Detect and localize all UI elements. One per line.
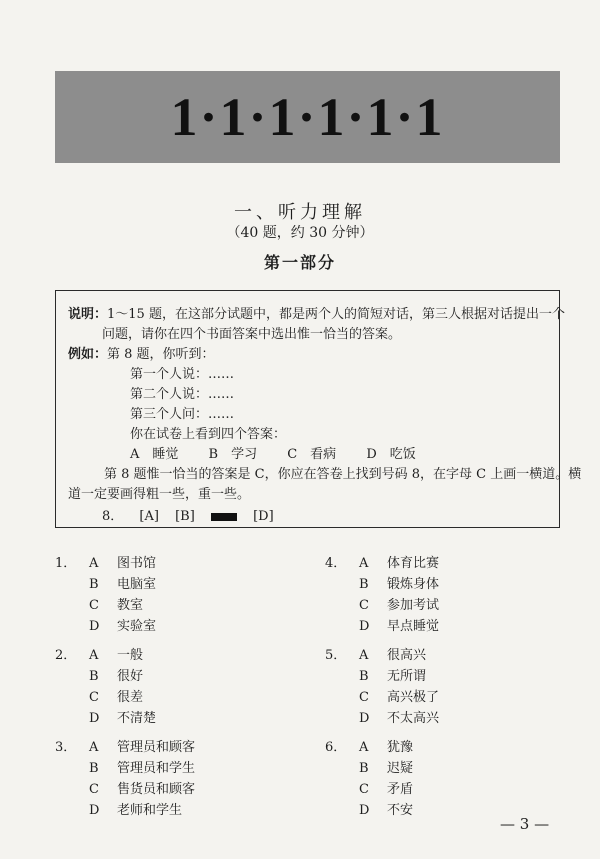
option-text: 无所谓	[387, 669, 427, 684]
option-text: 管理员和顾客	[117, 740, 196, 755]
question-option	[325, 666, 439, 687]
question-option	[325, 616, 439, 637]
speaker-2-line: 第二个人说：……	[130, 387, 235, 402]
answer-text-2: 道一定要画得粗一些，重一些。	[68, 487, 251, 502]
option-letter: A	[359, 556, 369, 571]
mark-number: 8．	[102, 509, 124, 524]
option-text: 矛盾	[387, 782, 414, 797]
option-letter: B	[89, 669, 99, 684]
option-letter: B	[359, 669, 369, 684]
see-four-answers: 你在试卷上看到四个答案：	[130, 427, 287, 442]
option-letter: D	[359, 803, 370, 818]
question-number: 3．	[55, 740, 77, 755]
question-5	[325, 645, 439, 729]
option-text: 早点睡觉	[387, 619, 440, 634]
option-text: 迟疑	[387, 761, 414, 776]
option-letter: C	[359, 782, 369, 797]
example-option-d: D 吃饭	[366, 447, 416, 462]
mark-a: [A]	[139, 509, 159, 524]
question-2	[55, 645, 156, 729]
option-text: 实验室	[117, 619, 157, 634]
question-option	[55, 616, 156, 637]
question-option	[325, 708, 439, 729]
question-1	[55, 553, 156, 637]
option-letter: A	[359, 740, 369, 755]
option-text: 图书馆	[117, 556, 157, 571]
mark-c-filled	[211, 513, 237, 521]
question-option	[55, 779, 195, 800]
page-number: — 3 —	[500, 815, 550, 833]
section-title: 一、听力理解	[234, 202, 366, 223]
explain-label: 说明：	[68, 307, 108, 322]
option-letter: C	[359, 690, 369, 705]
example-options	[68, 445, 549, 465]
question-option	[55, 595, 156, 616]
question-option	[325, 574, 439, 595]
part-title: 第一部分	[263, 253, 336, 272]
question-option	[325, 800, 413, 821]
example-option-c: C 看病	[287, 447, 337, 462]
question-option	[55, 758, 195, 779]
option-letter: D	[359, 619, 370, 634]
option-text: 参加考试	[387, 598, 440, 613]
question-option	[325, 687, 439, 708]
banner-text: 1·1·1·1·1·1	[170, 87, 445, 147]
option-text: 一般	[117, 648, 144, 663]
option-letter: A	[89, 740, 99, 755]
explain-text-1: 1～15 题，在这部分试题中，都是两个人的简短对话，第三人根据对话提出一个	[107, 307, 565, 322]
option-text: 教室	[117, 598, 144, 613]
question-number: 2．	[55, 648, 77, 663]
section-subtitle: （40 题，约 30 分钟）	[226, 225, 374, 241]
example-line	[68, 345, 549, 365]
question-option	[55, 800, 195, 821]
option-text: 很好	[117, 669, 144, 684]
example-heard: 第 8 题，你听到：	[107, 347, 215, 362]
option-letter: D	[89, 619, 100, 634]
question-6	[325, 737, 413, 821]
option-text: 老师和学生	[117, 803, 183, 818]
option-letter: B	[89, 577, 99, 592]
question-number: 5．	[325, 648, 347, 663]
question-number: 6．	[325, 740, 347, 755]
example-label: 例如：	[68, 347, 108, 362]
mark-b: [B]	[175, 509, 195, 524]
option-letter: C	[89, 782, 99, 797]
option-text: 售货员和顾客	[117, 782, 196, 797]
option-letter: A	[89, 648, 99, 663]
question-option	[55, 645, 156, 666]
question-option	[55, 574, 156, 595]
option-letter: C	[89, 690, 99, 705]
option-text: 体育比赛	[387, 556, 440, 571]
option-text: 犹豫	[387, 740, 414, 755]
question-option	[325, 645, 439, 666]
question-option	[55, 708, 156, 729]
question-option	[325, 779, 413, 800]
question-option	[55, 687, 156, 708]
speaker-1-line: 第一个人说：……	[130, 367, 235, 382]
option-letter: D	[89, 803, 100, 818]
option-text: 很差	[117, 690, 144, 705]
mark-d: [D]	[253, 509, 274, 524]
question-option	[325, 737, 413, 758]
question-option	[55, 737, 195, 758]
speaker-3-line: 第三个人问：……	[130, 407, 235, 422]
question-option	[55, 666, 156, 687]
question-option	[325, 595, 439, 616]
question-option	[325, 758, 413, 779]
option-letter: B	[359, 577, 369, 592]
question-option	[325, 553, 439, 574]
option-letter: D	[359, 711, 370, 726]
question-number: 4．	[325, 556, 347, 571]
question-3	[55, 737, 195, 821]
option-letter: A	[359, 648, 369, 663]
chapter-banner	[55, 71, 560, 163]
option-text: 高兴极了	[387, 690, 440, 705]
option-letter: A	[89, 556, 99, 571]
question-number: 1．	[55, 556, 77, 571]
answer-marks	[68, 507, 549, 527]
instructions-box	[55, 290, 582, 528]
example-option-a: A 睡觉	[130, 447, 179, 462]
question-option	[55, 553, 156, 574]
option-letter: C	[359, 598, 369, 613]
option-letter: B	[359, 761, 369, 776]
option-letter: B	[89, 761, 99, 776]
option-text: 不太高兴	[387, 711, 440, 726]
option-text: 锻炼身体	[387, 577, 440, 592]
option-letter: C	[89, 598, 99, 613]
option-text: 不清楚	[117, 711, 157, 726]
question-4	[325, 553, 439, 637]
option-text: 管理员和学生	[117, 761, 196, 776]
option-text: 不安	[387, 803, 414, 818]
explain-text-2: 问题，请你在四个书面答案中选出惟一恰当的答案。	[102, 327, 402, 342]
instruction-line	[68, 305, 565, 325]
option-text: 很高兴	[387, 648, 427, 663]
option-letter: D	[89, 711, 100, 726]
option-text: 电脑室	[117, 577, 157, 592]
answer-text-1: 第 8 题惟一恰当的答案是 C，你应在答卷上找到号码 8，在字母 C 上画一横道。横	[104, 467, 582, 482]
example-option-b: B 学习	[208, 447, 258, 462]
